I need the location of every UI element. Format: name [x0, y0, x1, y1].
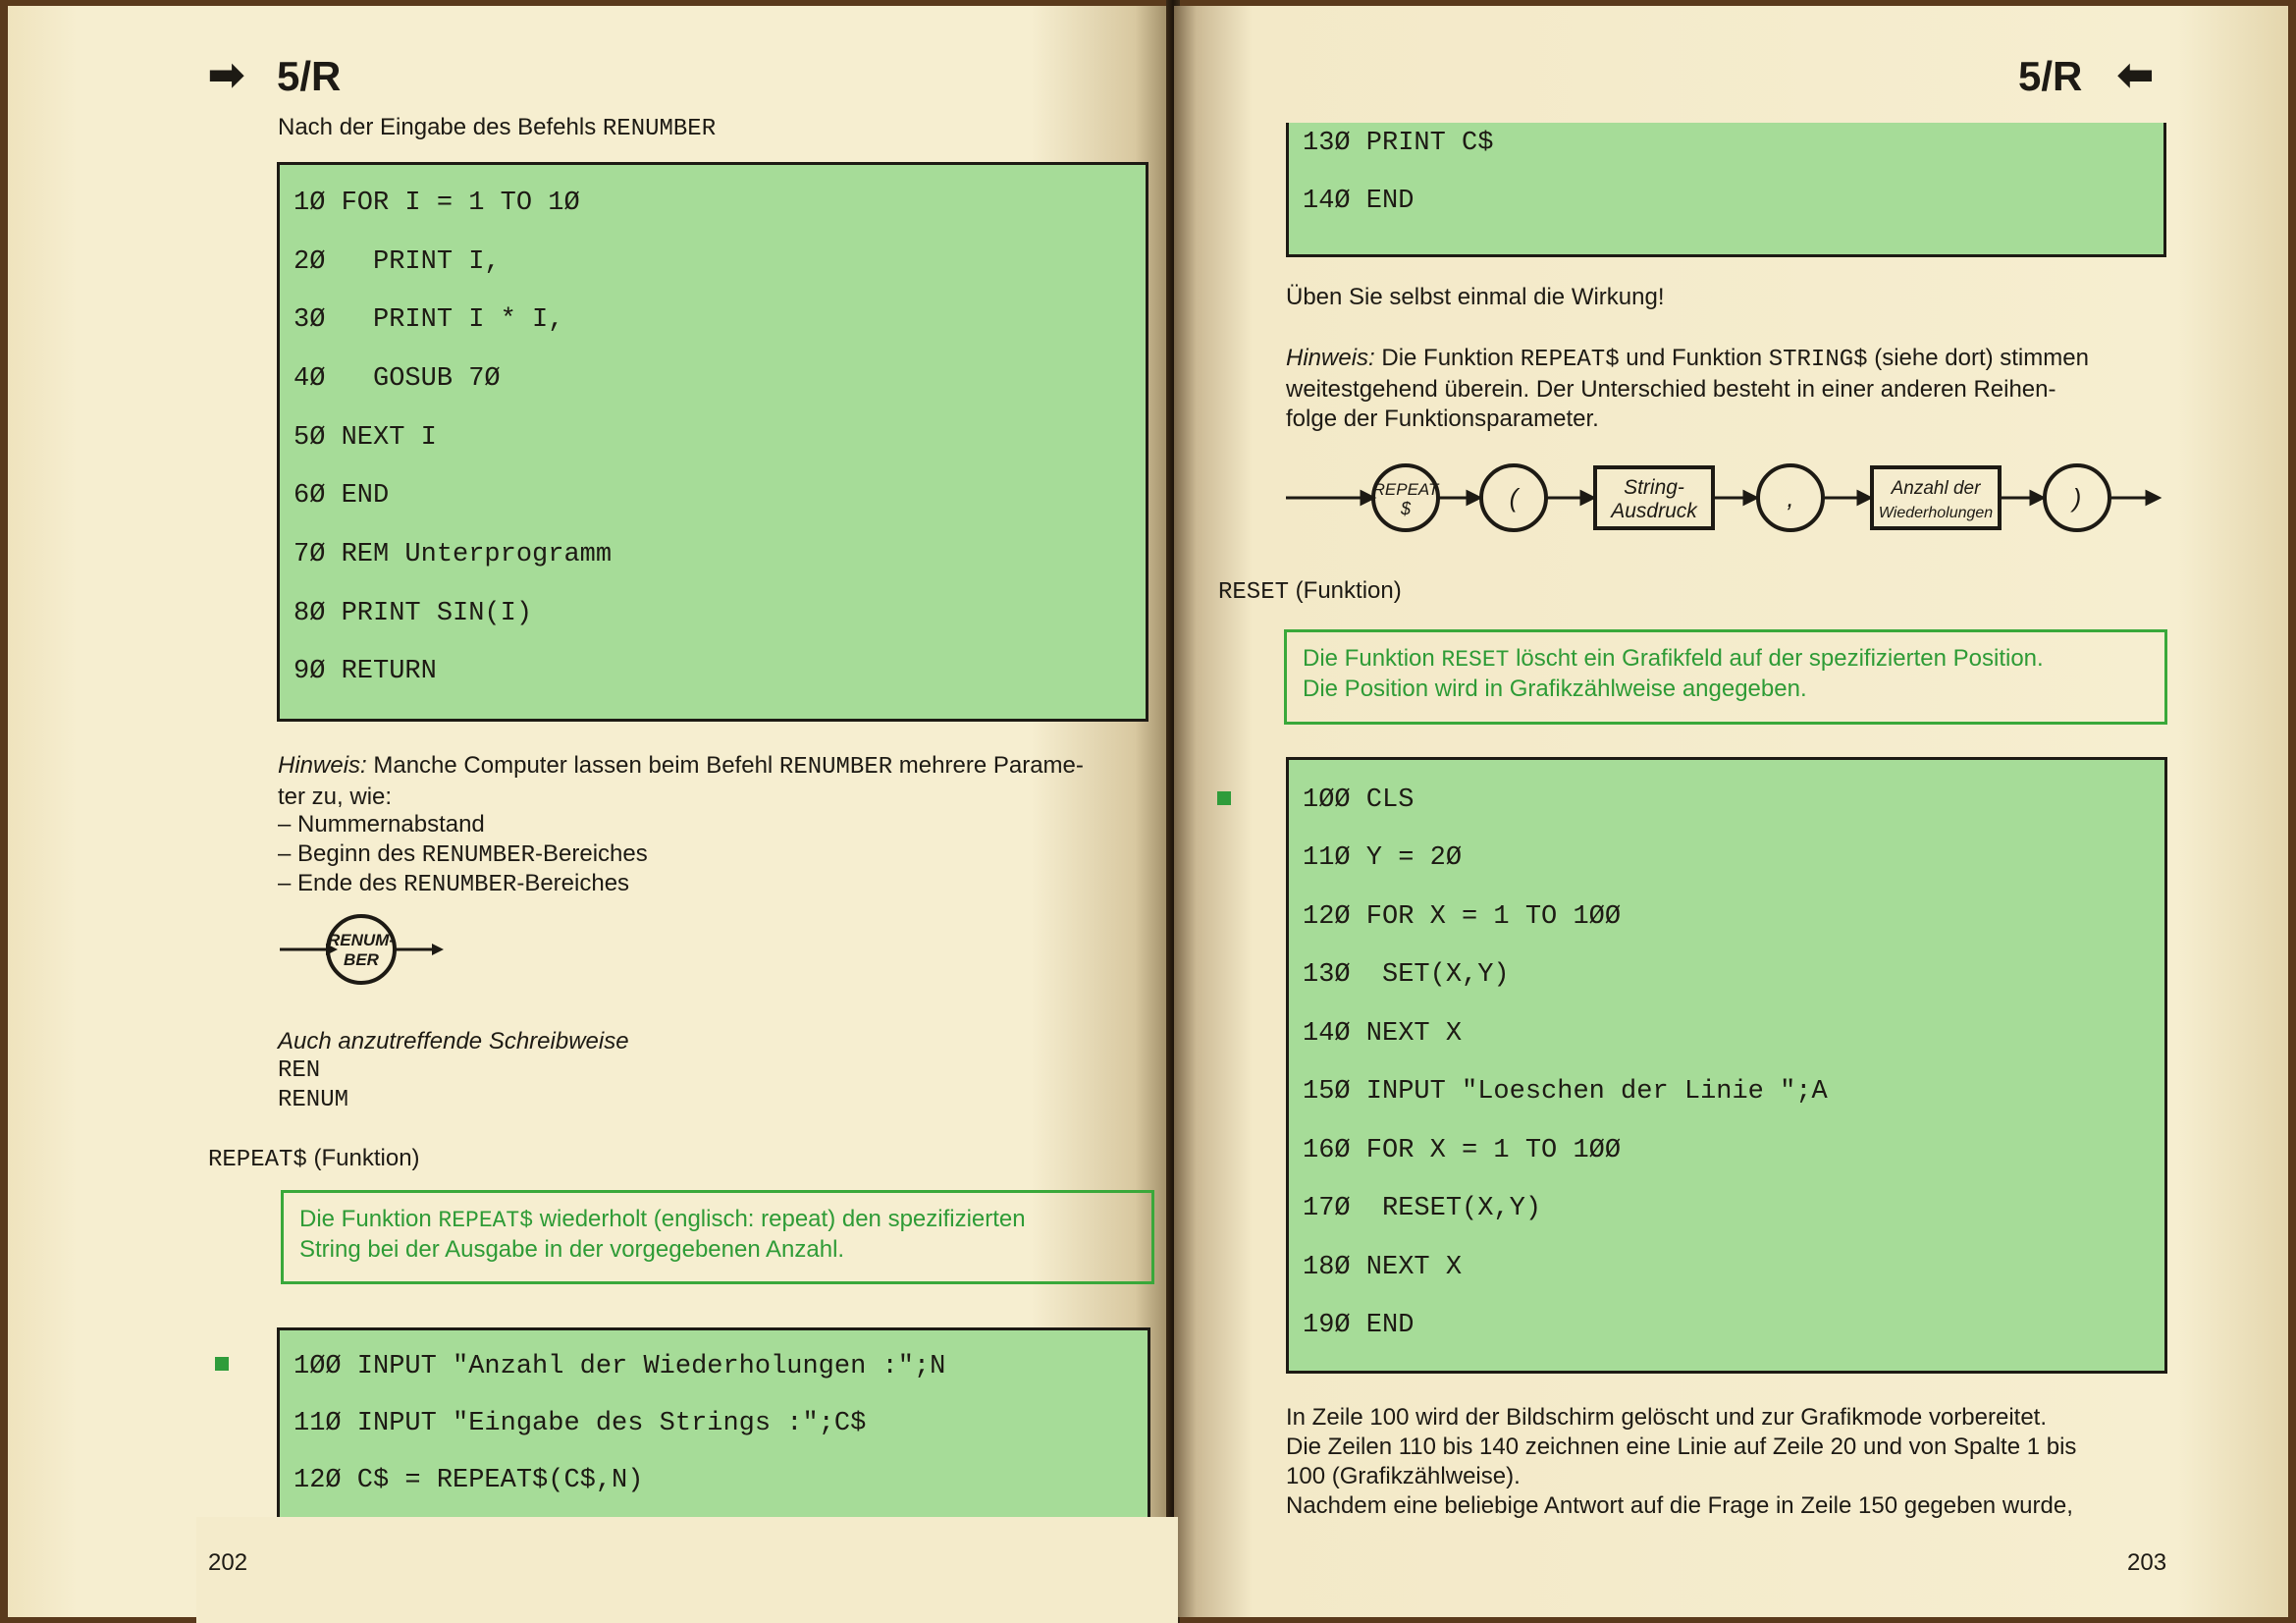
code-line: 14Ø END: [1303, 187, 1415, 216]
page-number-right: 203: [2127, 1549, 2167, 1576]
arrow-right-icon: ➡: [208, 51, 244, 99]
function-type: (Funktion): [1289, 577, 1402, 604]
code-line: 11Ø INPUT "Eingabe des Strings :";C$: [294, 1409, 867, 1438]
hint-keyword: REPEAT$: [1520, 347, 1620, 373]
function-heading-repeat: [208, 1144, 420, 1175]
code-line: 15Ø INPUT "Loeschen der Linie ";A: [1303, 1077, 1828, 1107]
arrow-left-icon: ⬅: [2117, 51, 2154, 99]
hint-line-1: [278, 751, 1151, 783]
function-heading-reset: [1218, 576, 1402, 608]
definition-line: [1303, 644, 2149, 675]
alt-forms-heading: Auch anzutreffende Schreibweise: [278, 1028, 629, 1055]
example-marker: [215, 1357, 229, 1371]
definition-line: Die Position wird in Grafikzählweise angegeben.: [1303, 676, 1807, 702]
hint-line-2: ter zu, wie:: [278, 784, 393, 810]
page-number-left: 202: [208, 1549, 248, 1576]
syntax-keyword: REPEAT: [1372, 480, 1439, 499]
code-line: 1Ø FOR I = 1 TO 1Ø: [294, 189, 580, 218]
list-keyword: RENUMBER: [421, 842, 535, 869]
example-marker: [1217, 791, 1231, 805]
syntax-param: Ausdruck: [1611, 500, 1697, 522]
syntax-comma: ,: [1787, 483, 1794, 513]
code-line: 1ØØ CLS: [1303, 785, 1415, 815]
function-keyword: REPEAT$: [208, 1147, 307, 1173]
hint-line-1: [1286, 344, 2169, 375]
list-keyword: RENUMBER: [403, 872, 517, 898]
section-label-left: 5/R: [277, 53, 342, 99]
function-keyword: RESET: [1218, 579, 1290, 606]
list-text: – Beginn des: [278, 840, 422, 867]
list-item: [278, 839, 648, 871]
repeat-syntax-diagram: [1281, 454, 2174, 542]
code-line: 19Ø END: [1303, 1311, 1415, 1340]
code-line: 4Ø GOSUB 7Ø: [294, 364, 501, 394]
page-bottom-margin: [196, 1517, 1178, 1623]
hint-text: Manche Computer lassen beim Befehl: [366, 752, 779, 779]
syntax-param: String-: [1624, 476, 1684, 499]
code-listing-continued: [1286, 123, 2166, 257]
list-text: – Nummernabstand: [278, 811, 485, 838]
function-type: (Funktion): [306, 1145, 420, 1171]
hint-text: mehrere Parame-: [892, 752, 1084, 779]
code-line: 16Ø FOR X = 1 TO 1ØØ: [1303, 1136, 1622, 1165]
code-line: 8Ø PRINT SIN(I): [294, 599, 533, 628]
renumber-syntax-diagram: [275, 908, 452, 987]
intro-keyword: RENUMBER: [602, 116, 717, 142]
code-line: 17Ø RESET(X,Y): [1303, 1194, 1542, 1223]
explanation-line: Nachdem eine beliebige Antwort auf die Frage in Zeile 150 gegeben wurde,: [1286, 1492, 2073, 1519]
explanation-line: In Zeile 100 wird der Bildschirm gelöscht und zur Grafikmode vorbereitet.: [1286, 1404, 2048, 1431]
hint-label: Hinweis:: [278, 752, 367, 779]
code-line: 14Ø NEXT X: [1303, 1019, 1463, 1049]
hint-line-2: weitestgehend überein. Der Unterschied besteht in einer anderen Reihen-: [1286, 376, 2056, 403]
hint-paragraph-left: [278, 751, 1151, 812]
syntax-param: Anzahl der: [1891, 478, 1981, 499]
hint-text: Die Funktion: [1374, 345, 1521, 371]
syntax-param: Wiederholungen: [1878, 505, 1994, 521]
definition-text: löscht ein Grafikfeld auf der spezifizierten Position.: [1509, 645, 2044, 672]
hint-text: und Funktion: [1619, 345, 1769, 371]
code-line: 13Ø PRINT C$: [1303, 129, 1494, 158]
definition-keyword: REPEAT$: [438, 1208, 534, 1233]
code-line: 7Ø REM Unterprogramm: [294, 540, 613, 569]
diagram-label: BER: [344, 950, 379, 969]
explanation-line: Die Zeilen 110 bis 140 zeichnen eine Linie auf Zeile 20 und von Spalte 1 bis: [1286, 1434, 2077, 1460]
code-line: 11Ø Y = 2Ø: [1303, 843, 1463, 873]
code-line: 1ØØ INPUT "Anzahl der Wiederholungen :";N: [294, 1352, 946, 1381]
intro-text: [278, 113, 716, 144]
list-item: [278, 869, 629, 900]
syntax-close-paren: ): [2072, 483, 2082, 513]
explanation-line: 100 (Grafikzählweise).: [1286, 1463, 1521, 1489]
list-item: [278, 810, 485, 839]
definition-line: String bei der Ausgabe in der vorgegebenen Anzahl.: [299, 1236, 845, 1263]
code-line: 9Ø RETURN: [294, 657, 437, 686]
explanation-paragraph: [1286, 1403, 2169, 1521]
definition-line: [299, 1205, 1136, 1235]
hint-keyword: RENUMBER: [778, 754, 893, 781]
list-text: -Bereiches: [535, 840, 648, 867]
definition-text: Die Funktion: [299, 1206, 439, 1232]
definition-text: wiederholt (englisch: repeat) den spezifizierten: [533, 1206, 1026, 1232]
hint-text: (siehe dort) stimmen: [1867, 345, 2089, 371]
alt-form: RENUM: [278, 1087, 349, 1113]
exercise-text: Üben Sie selbst einmal die Wirkung!: [1286, 284, 1665, 310]
syntax-open-paren: (: [1509, 483, 1519, 513]
hint-keyword: STRING$: [1768, 347, 1868, 373]
hint-label: Hinweis:: [1286, 345, 1375, 371]
code-line: 5Ø NEXT I: [294, 423, 437, 453]
diagram-label: RENUM-: [328, 931, 395, 949]
code-line: 6Ø END: [294, 481, 390, 511]
code-line: 2Ø PRINT I,: [294, 247, 501, 277]
code-line: 12Ø FOR X = 1 TO 1ØØ: [1303, 902, 1622, 932]
intro-text-part: Nach der Eingabe des Befehls: [278, 114, 603, 140]
definition-keyword: RESET: [1441, 647, 1510, 673]
hint-paragraph-right: [1286, 344, 2169, 434]
code-line: 3Ø PRINT I * I,: [294, 305, 564, 335]
code-line: 18Ø NEXT X: [1303, 1253, 1463, 1282]
alt-form: REN: [278, 1057, 321, 1084]
code-line: 13Ø SET(X,Y): [1303, 960, 1510, 990]
hint-line-3: folge der Funktionsparameter.: [1286, 406, 1599, 432]
definition-box-repeat: [281, 1190, 1154, 1284]
section-label-right: 5/R: [2018, 53, 2083, 99]
syntax-keyword: $: [1400, 499, 1412, 518]
list-text: – Ende des: [278, 870, 404, 896]
definition-box-reset: [1284, 629, 2167, 725]
code-line: 12Ø C$ = REPEAT$(C$,N): [294, 1466, 644, 1495]
definition-text: Die Funktion: [1303, 645, 1442, 672]
code-listing-renumber: [277, 162, 1148, 722]
code-listing-reset: [1286, 757, 2167, 1374]
list-text: -Bereiches: [516, 870, 630, 896]
